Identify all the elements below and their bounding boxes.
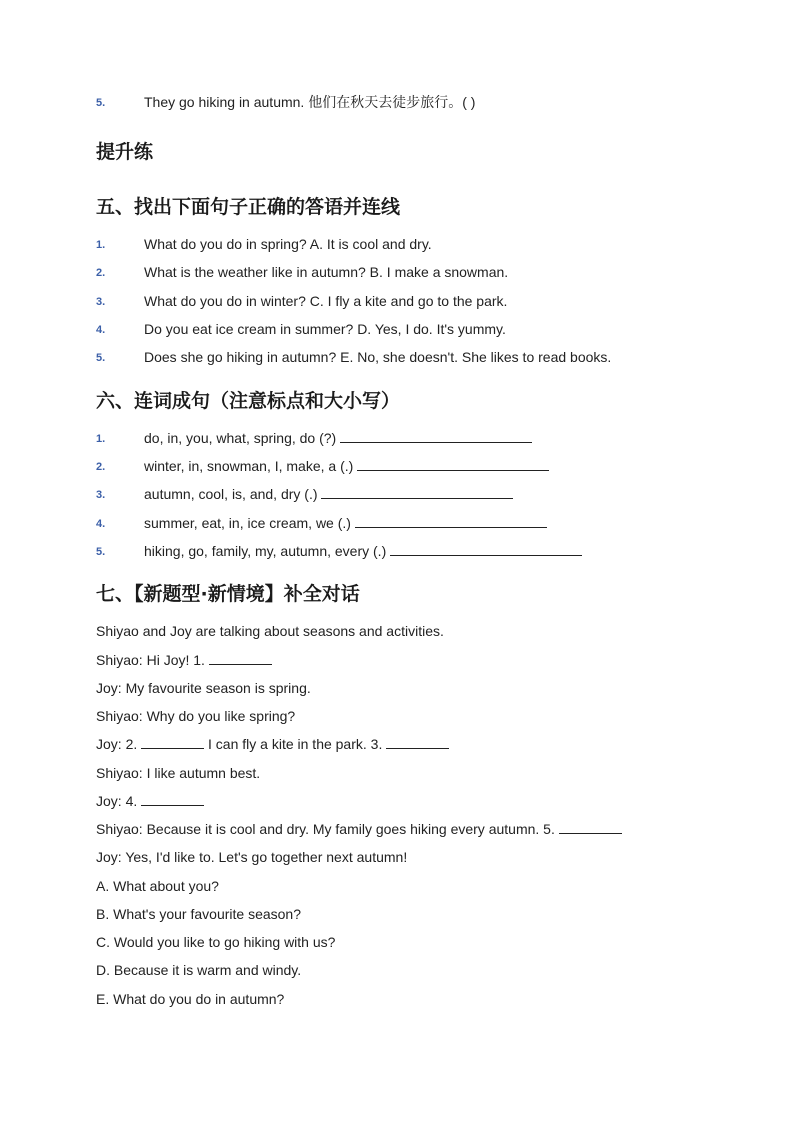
dialogue-line [96, 651, 272, 669]
item-number: 5. [96, 352, 106, 364]
section6-heading: 六、连词成句（注意标点和大小写） [96, 390, 401, 412]
dialogue-line [96, 820, 622, 838]
reorder-item [144, 542, 582, 560]
section7-heading: 七、【新题型·新情境】补全对话 [96, 583, 360, 605]
dialogue-intro: Shiyao and Joy are talking about seasons and activities. [96, 623, 444, 639]
reorder-words: winter, in, snowman, I, make, a (.) [144, 458, 358, 474]
item-number: 4. [96, 324, 106, 336]
option-item: D. Because it is warm and windy. [96, 962, 302, 978]
item-number: 2. [96, 461, 106, 473]
dialogue-text: I can fly a kite in the park. 3. [204, 736, 387, 752]
match-item: What is the weather like in autumn? B. I make a snowman. [144, 264, 509, 280]
answer-blank[interactable] [141, 792, 204, 806]
dialogue-text: Joy: 4. [96, 793, 142, 809]
section-title: 提升练 [96, 141, 154, 163]
item-text: They go hiking in autumn. 他们在秋天去徒步旅行。( ) [144, 94, 476, 110]
match-item: What do you do in spring? A. It is cool and dry. [144, 236, 432, 252]
dialogue-line: Joy: Yes, I'd like to. Let's go together next autumn! [96, 849, 408, 865]
item-number: 1. [96, 433, 106, 445]
item-number: 3. [96, 489, 106, 501]
dialogue-line: Shiyao: Why do you like spring? [96, 708, 296, 724]
option-item: B. What's your favourite season? [96, 906, 301, 922]
dialogue-text: Shiyao: Because it is cool and dry. My family goes hiking every autumn. 5. [96, 821, 559, 837]
reorder-item [144, 429, 532, 447]
reorder-words: autumn, cool, is, and, dry (.) [144, 486, 322, 502]
answer-blank[interactable] [559, 820, 622, 834]
item-number: 5. [96, 97, 106, 109]
reorder-item [144, 485, 513, 503]
answer-blank[interactable] [209, 651, 272, 665]
dialogue-line [96, 735, 449, 753]
item-number: 2. [96, 267, 106, 279]
reorder-words: hiking, go, family, my, autumn, every (.) [144, 543, 391, 559]
reorder-item [144, 457, 549, 475]
reorder-words: do, in, you, what, spring, do (?) [144, 430, 341, 446]
item-number: 4. [96, 518, 106, 530]
match-item: Do you eat ice cream in summer? D. Yes, I do. It's yummy. [144, 321, 506, 337]
match-item: What do you do in winter? C. I fly a kite and go to the park. [144, 293, 508, 309]
answer-blank[interactable] [355, 514, 547, 528]
item-number: 3. [96, 296, 106, 308]
answer-blank[interactable] [386, 735, 449, 749]
answer-blank[interactable] [321, 485, 513, 499]
dialogue-line: Shiyao: I like autumn best. [96, 765, 261, 781]
answer-blank[interactable] [390, 542, 582, 556]
dialogue-text: Joy: 2. [96, 736, 142, 752]
dialogue-line: Joy: My favourite season is spring. [96, 680, 311, 696]
item-number: 5. [96, 546, 106, 558]
match-item: Does she go hiking in autumn? E. No, she doesn't. She likes to read books. [144, 349, 612, 365]
answer-blank[interactable] [357, 457, 549, 471]
reorder-words: summer, eat, in, ice cream, we (.) [144, 515, 355, 531]
answer-blank[interactable] [141, 735, 204, 749]
item-number: 1. [96, 239, 106, 251]
option-item: E. What do you do in autumn? [96, 991, 285, 1007]
reorder-item [144, 514, 547, 532]
option-item: C. Would you like to go hiking with us? [96, 934, 336, 950]
section5-heading: 五、找出下面句子正确的答语并连线 [96, 196, 401, 218]
dialogue-text: Shiyao: Hi Joy! 1. [96, 652, 209, 668]
answer-blank[interactable] [340, 429, 532, 443]
dialogue-line [96, 792, 204, 810]
option-item: A. What about you? [96, 878, 219, 894]
